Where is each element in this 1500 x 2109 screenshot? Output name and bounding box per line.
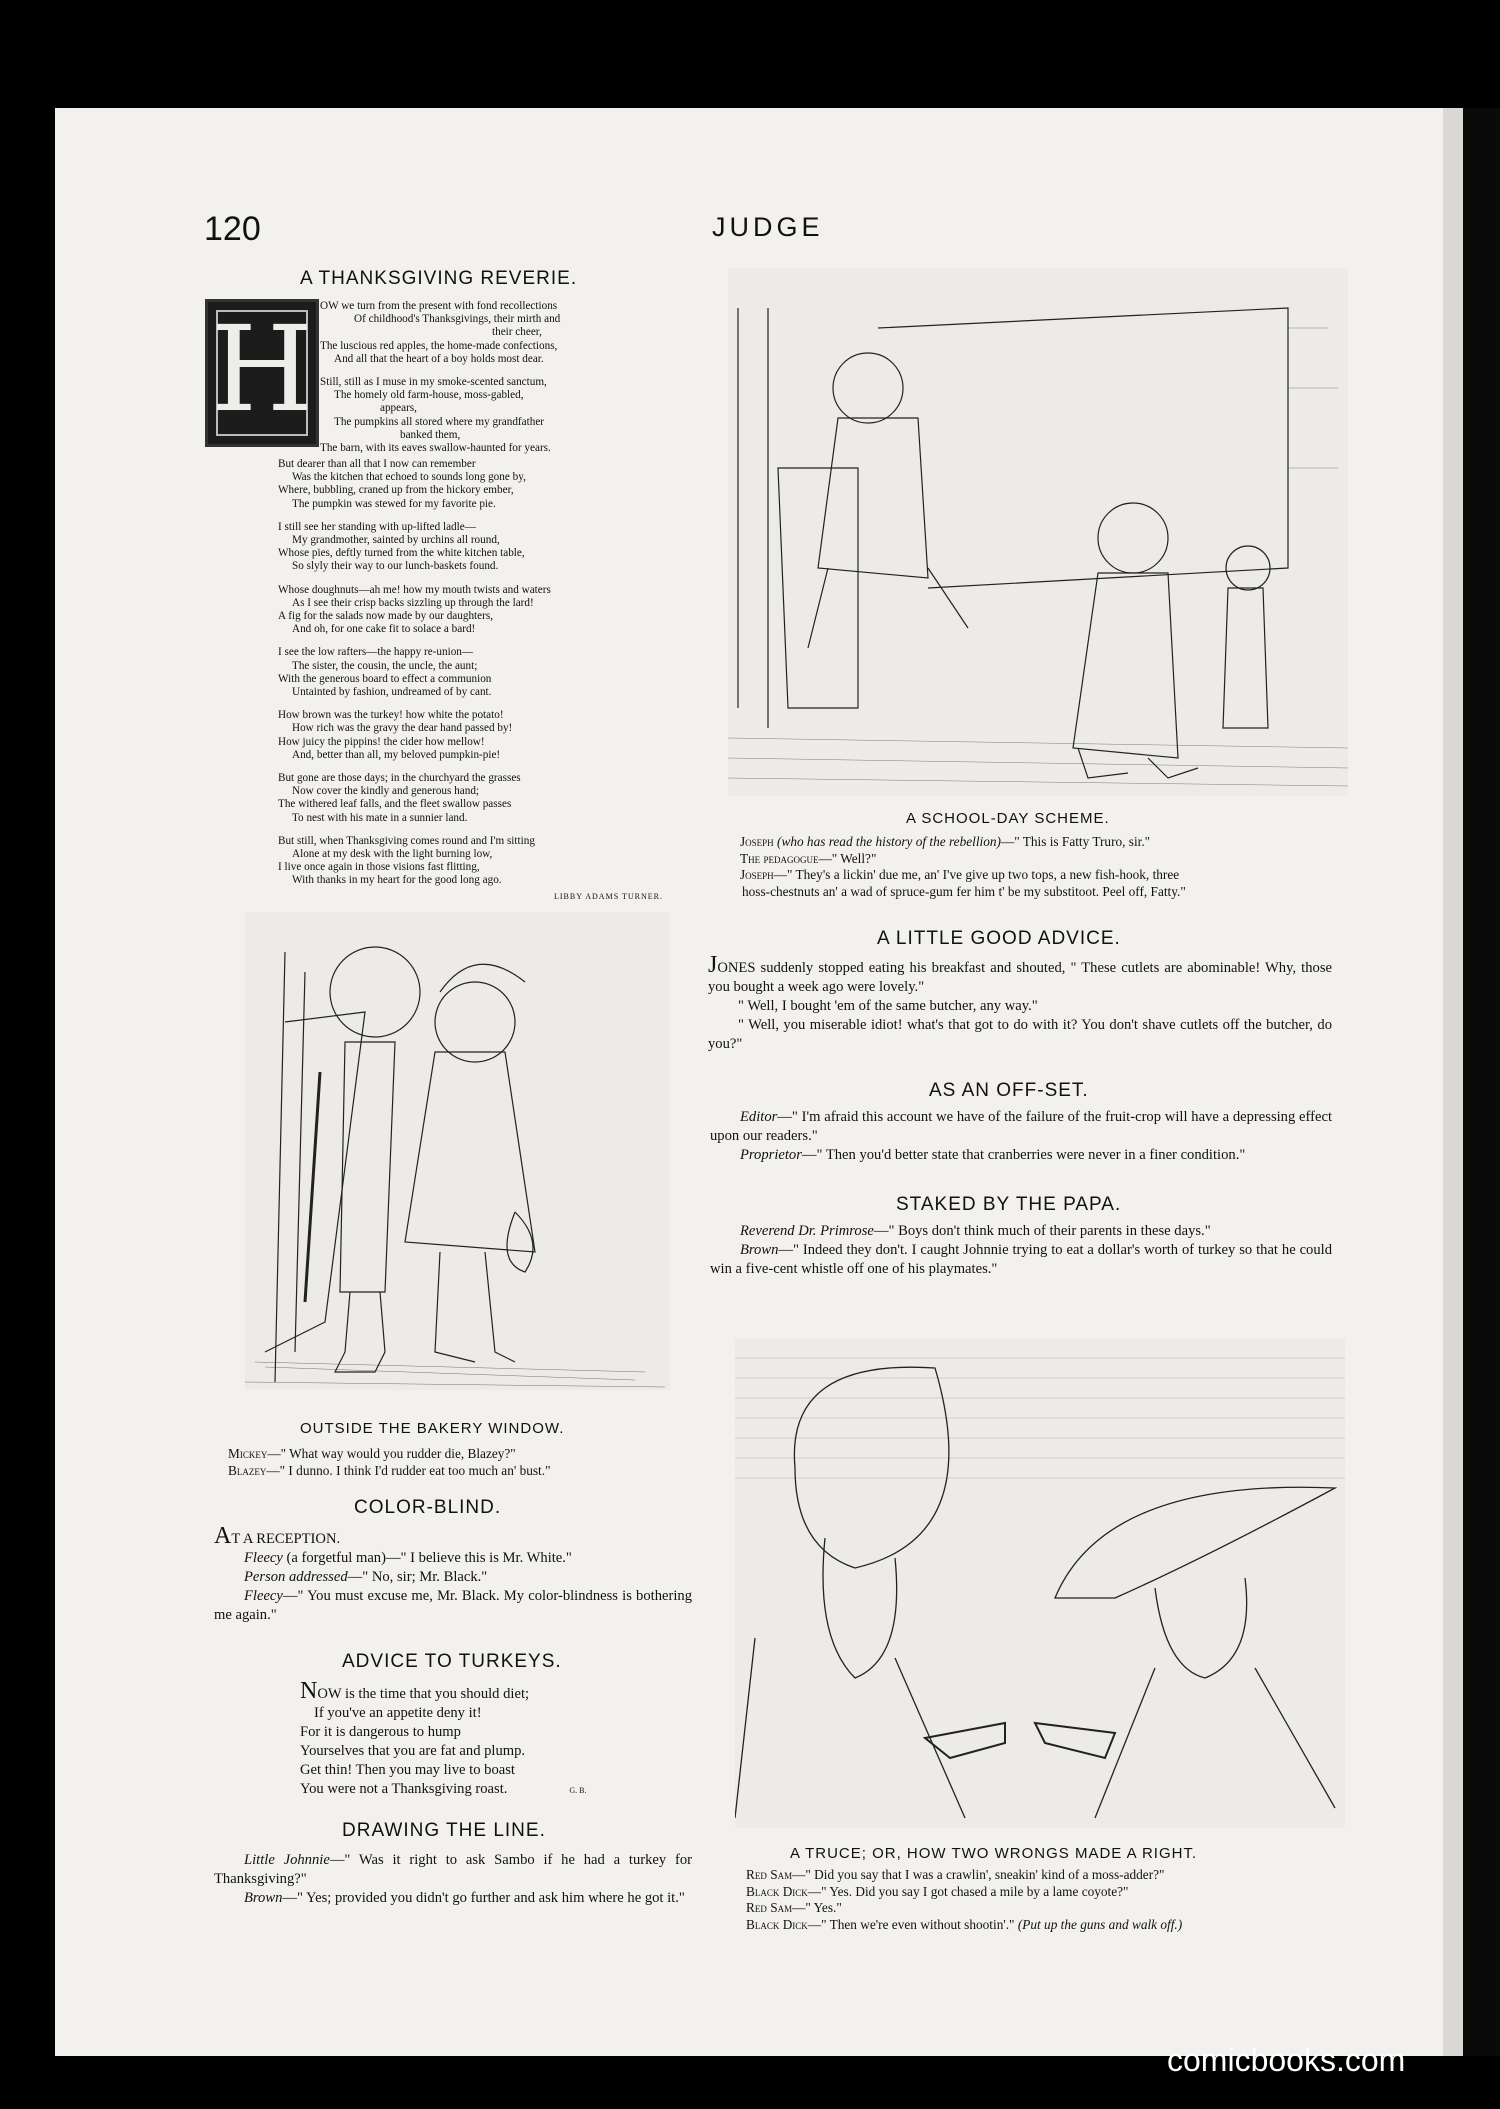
reverie-title: A THANKSGIVING REVERIE.: [300, 268, 578, 289]
staked-text: Reverend Dr. Primrose—" Boys don't think much of their parents in these days." Brown—" Indeed they don't. I caught Johnnie trying to eat a dollar's worth of turkey so that he could win a five-cent whistle off one of his playmates.": [710, 1223, 1332, 1277]
bakery-caption: OUTSIDE THE BAKERY WINDOW.: [300, 1420, 565, 1437]
page-edge: [1463, 108, 1500, 2056]
truce-illustration: [735, 1338, 1345, 1828]
drawing-title: DRAWING THE LINE.: [342, 1820, 546, 1841]
school-caption: A SCHOOL-DAY SCHEME.: [906, 810, 1110, 827]
school-day-illustration: [728, 268, 1348, 796]
offset-text: Editor—" I'm afraid this account we have of the failure of the fruit-crop will have a depressing effect upon our readers." Proprietor—" Then you'd better state that cranberries were never in a finer condition.": [710, 1109, 1332, 1163]
turkeys-title: ADVICE TO TURKEYS.: [342, 1651, 562, 1672]
school-dialogue: Joseph (who has read the history of the rebellion)—" This is Fatty Truro, sir." The pedagogue—" Well?" Joseph—" They's a lickin' due me, an' I've give up two tops, a new fish-hook, three hoss-chestnuts an' a wad of spruce-gum fer him t' be my substitoot. Peel off, Fatty.": [740, 834, 1186, 899]
reverie-author: LIBBY ADAMS TURNER.: [553, 891, 663, 901]
turkeys-poem: NOW is the time that you should diet; If you've an appetite deny it! For it is dangerous to hump Yourselves that you are fat and plump. Get thin! Then you may live to boast You were not a Thanksgiving roast. G. B.: [300, 1678, 587, 1797]
ornamental-drop-cap: H: [205, 299, 319, 447]
offset-title: AS AN OFF-SET.: [929, 1080, 1089, 1101]
bakery-dialogue: Mickey—" What way would you rudder die, Blazey?" Blazey—" I dunno. I think I'd rudder eat too much an' bust.": [228, 1446, 551, 1478]
staked-title: STAKED BY THE PAPA.: [896, 1194, 1122, 1215]
advice-title: A LITTLE GOOD ADVICE.: [877, 928, 1121, 949]
colorblind-title: COLOR-BLIND.: [354, 1497, 502, 1518]
truce-dialogue: Red Sam—" Did you say that I was a crawlin', sneakin' kind of a moss-adder?" Black Dick—" Yes. Did you say I got chased a mile by a lame coyote?" Red Sam—" Yes." Black Dick—" Then we're even without shootin'." (Put up the guns and walk off.): [746, 1867, 1183, 1932]
bakery-window-illustration: [245, 912, 670, 1390]
truce-caption: A TRUCE; OR, HOW TWO WRONGS MADE A RIGHT.: [790, 1845, 1198, 1862]
reverie-poem-top: OW we turn from the present with fond recollections Of childhood's Thanksgivings, their mirth and their cheer, The luscious red apples, the home-made confections, And all that the heart of a boy holds most dear. Still, still as I muse in my smoke-scented sanctum, The homely old farm-house, moss-gabled, appears, The pumpkins all stored where my grandfather banked them, The barn, with its eaves swallow-haunted for years.: [320, 300, 561, 455]
magazine-title: JUDGE: [712, 212, 824, 242]
drawing-text: Little Johnnie—" Was it right to ask Sambo if he had a turkey for Thanksgiving?" Brown—" Yes; provided you didn't go further and ask him where he got it.": [214, 1852, 692, 1906]
advice-text: JONES suddenly stopped eating his breakfast and shouted, " These cutlets are abominable! Why, those you bought a week ago were lovely." " Well, I bought 'em of the same butcher, any way." " Well, you miserable idiot! what's that got to do with it? You don't shave cutlets off the butcher, do you?": [708, 952, 1332, 1052]
page-gutter: [1443, 108, 1463, 2056]
reverie-poem-body: But dearer than all that I now can remember Was the kitchen that echoed to sounds long gone by, Where, bubbling, craned up from the hickory ember, The pumpkin was stewed for my favorite pie. I still see her standing with up-lifted ladle— My grandmother, sainted by urchins all round, Whose pies, deftly turned from the white kitchen table, So slyly their way to our lunch-baskets found. Whose doughnuts—ah me! how my mouth twists and waters As I see their crisp backs sizzling up through the lard! A fig for the salads now made by our daughters, And oh, for one cake fit to solace a bard! I see the low rafters—the happy re-union— The sister, the cousin, the uncle, the aunt; With the generous board to effect a communion Untainted by fashion, undreamed of by cant. How brown was the turkey! how white the potato! How rich was the gravy the dear hand passed by! How juicy the pippins! the cider how mellow! And, better than all, my beloved pumpkin-pie! But gone are those days; in the churchyard the grasses Now cover the kindly and generous hand; The withered leaf falls, and the fleet swallow passes To nest with his mate in a sunnier land. But still, when Thanksgiving comes round and I'm sitting Alone at my desk with the light burning low, I live once again in those visions fast flitting, With thanks in my heart for the good long ago. LIBBY ADAMS TURNER.: [278, 458, 688, 903]
colorblind-text: AT A RECEPTION. Fleecy (a forgetful man)—" I believe this is Mr. White." Person addressed—" No, sir; Mr. Black." Fleecy—" You must excuse me, Mr. Black. My color-blindness is bothering me again.": [214, 1523, 692, 1623]
page-number: 120: [204, 210, 261, 248]
site-watermark: comicbooks.com: [1167, 2042, 1406, 2078]
